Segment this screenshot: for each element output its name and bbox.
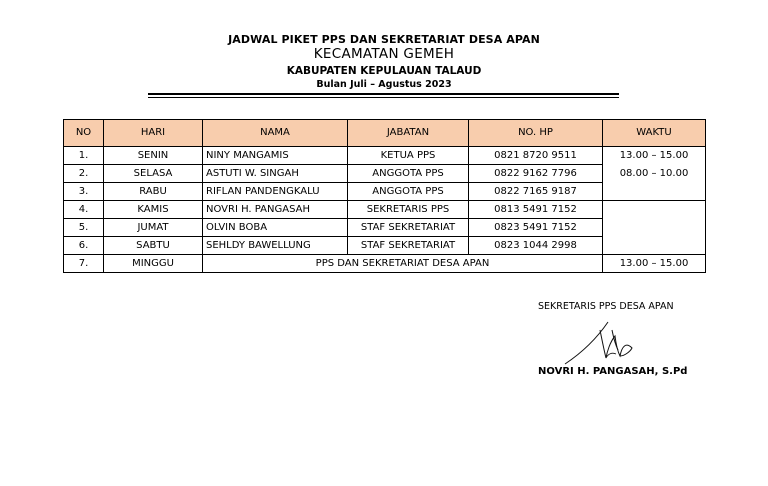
title-line-1: JADWAL PIKET PPS DAN SEKRETARIAT DESA APAN	[228, 33, 540, 46]
signature-name: NOVRI H. PANGASAH, S.Pd	[538, 366, 688, 377]
col-header-nama: NAMA	[203, 120, 348, 147]
cell-no: 2.	[64, 165, 104, 183]
title-line-2: KECAMATAN GEMEH	[313, 46, 455, 62]
handwritten-signature	[560, 316, 640, 368]
cell-nama: OLVIN BOBA	[203, 219, 348, 237]
cell-jabatan: ANGGOTA PPS	[348, 183, 469, 201]
col-header-waktu: WAKTU	[603, 120, 706, 147]
cell-hari: MINGGU	[104, 255, 203, 273]
signature-title: SEKRETARIS PPS DESA APAN	[538, 301, 674, 312]
cell-hari: JUMAT	[104, 219, 203, 237]
cell-jabatan: ANGGOTA PPS	[348, 165, 469, 183]
col-header-jabatan: JABATAN	[348, 120, 469, 147]
title-period: Bulan Juli – Agustus 2023	[316, 79, 452, 90]
table-row	[64, 183, 706, 201]
cell-waktu	[603, 183, 706, 201]
cell-hari: RABU	[104, 183, 203, 201]
col-header-hari: HARI	[104, 120, 203, 147]
header-rule-thin	[148, 97, 619, 98]
cell-waktu: 08.00 – 10.00	[603, 165, 706, 183]
table-row	[64, 165, 706, 183]
header-rule-thick	[148, 93, 619, 95]
table-row	[64, 201, 706, 219]
cell-hp: 0813 5491 7152	[469, 201, 603, 219]
cell-waktu: 13.00 – 15.00	[603, 255, 706, 273]
cell-no: 4.	[64, 201, 104, 219]
cell-nama: NOVRI H. PANGASAH	[203, 201, 348, 219]
cell-nama: RIFLAN PANDENGKALU	[203, 183, 348, 201]
schedule-table	[63, 119, 706, 273]
cell-jabatan: STAF SEKRETARIAT	[348, 219, 469, 237]
cell-hp: 0822 9162 7796	[469, 165, 603, 183]
cell-no: 5.	[64, 219, 104, 237]
table-row	[64, 147, 706, 165]
col-header-no: NO	[64, 120, 104, 147]
cell-waktu	[603, 201, 706, 219]
cell-waktu	[603, 237, 706, 255]
cell-nama: ASTUTI W. SINGAH	[203, 165, 348, 183]
cell-hp: 0821 8720 9511	[469, 147, 603, 165]
cell-hari: SABTU	[104, 237, 203, 255]
col-header-nohp: NO. HP	[469, 120, 603, 147]
cell-hari: SENIN	[104, 147, 203, 165]
table-row	[64, 255, 706, 273]
cell-jabatan: STAF SEKRETARIAT	[348, 237, 469, 255]
cell-no: 7.	[64, 255, 104, 273]
cell-hari: SELASA	[104, 165, 203, 183]
cell-nama: NINY MANGAMIS	[203, 147, 348, 165]
cell-hp: 0823 5491 7152	[469, 219, 603, 237]
cell-merged-nama-jabatan-hp: PPS DAN SEKRETARIAT DESA APAN	[203, 255, 603, 273]
cell-hp: 0822 7165 9187	[469, 183, 603, 201]
cell-waktu: 13.00 – 15.00	[603, 147, 706, 165]
cell-no: 1.	[64, 147, 104, 165]
table-header-row	[64, 120, 706, 147]
cell-nama: SEHLDY BAWELLUNG	[203, 237, 348, 255]
cell-hari: KAMIS	[104, 201, 203, 219]
cell-no: 3.	[64, 183, 104, 201]
cell-jabatan: KETUA PPS	[348, 147, 469, 165]
cell-jabatan: SEKRETARIS PPS	[348, 201, 469, 219]
table-row	[64, 237, 706, 255]
cell-waktu	[603, 219, 706, 237]
title-line-3: KABUPATEN KEPULAUAN TALAUD	[286, 65, 482, 77]
cell-hp: 0823 1044 2998	[469, 237, 603, 255]
table-row	[64, 219, 706, 237]
cell-no: 6.	[64, 237, 104, 255]
